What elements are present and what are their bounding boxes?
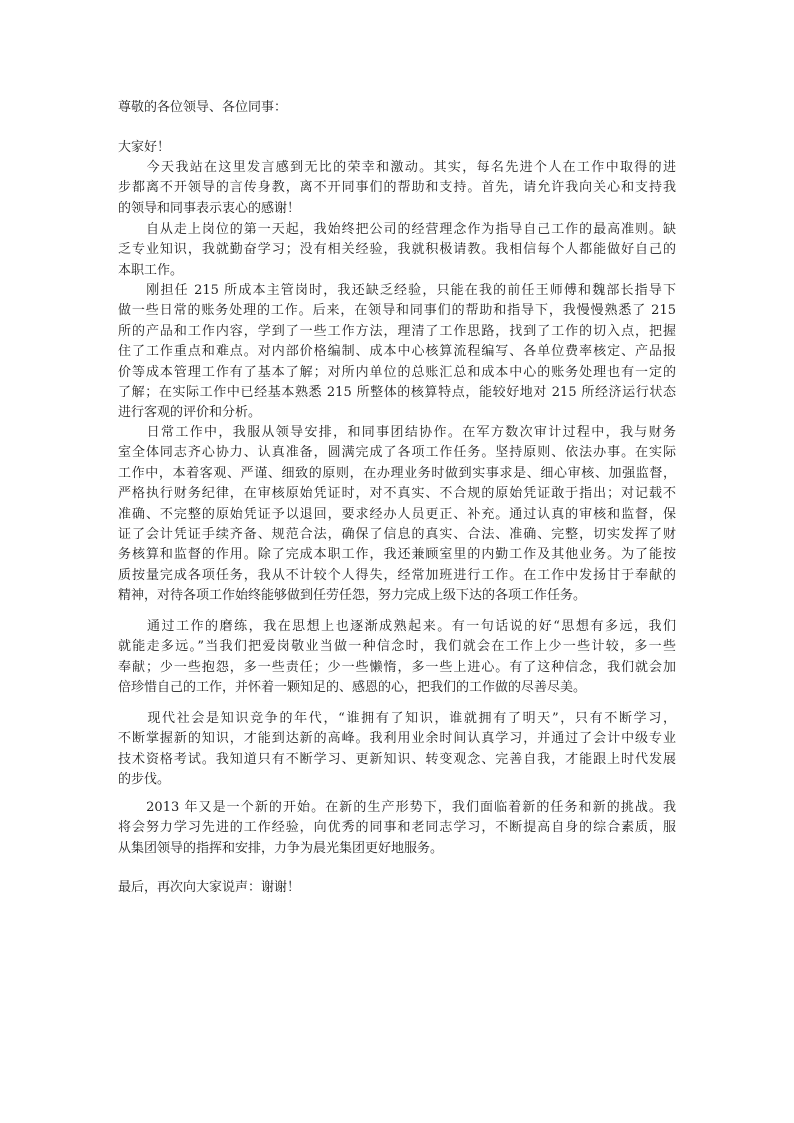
- text-line: 了解；在实际工作中已经基本熟悉 215 所整体的核算特点，能较好地对 215 所经济运行状态: [118, 384, 676, 400]
- paragraph-2013: [118, 798, 676, 859]
- text-line: 乏专业知识，我就勤奋学习；没有相关经验，我就积极请教。我相信每个人都能做好自己的: [118, 242, 676, 258]
- greeting: [118, 138, 676, 158]
- text-line: 不断掌握新的知识，才能到达新的高峰。我利用业余时间认真学习，并通过了会计中级专业: [118, 731, 676, 747]
- salutation: [118, 98, 676, 118]
- greeting-text: 大家好！: [118, 140, 171, 155]
- text-line: 务核算和监督的作用。除了完成本职工作，我还兼顾室里的内勤工作及其他业务。为了能按: [118, 547, 676, 563]
- paragraph-learning: [118, 709, 676, 791]
- paragraph-daily-work: [118, 423, 676, 607]
- text-line: 技术资格考试。我知道只有不断学习、更新知识、转变观念、完善自我，才能跟上时代发展: [118, 751, 676, 767]
- text-line: 进行客观的评价和分析。: [118, 405, 262, 421]
- paragraph-cost-supervisor: [118, 281, 676, 424]
- paragraph-growth: [118, 617, 676, 699]
- text-line: 自从走上岗位的第一天起，我始终把公司的经营理念作为指导自己工作的最高准则。缺: [118, 222, 676, 237]
- text-line: 的领导和同事表示衷心的感谢！: [118, 200, 301, 216]
- text-line: 价等成本管理工作有了基本了解；对所内单位的总账汇总和成本中心的账务处理也有一定的: [118, 364, 676, 380]
- paragraph-principles: [118, 220, 676, 281]
- salutation-text: 尊敬的各位领导、各位同事：: [118, 100, 288, 115]
- paragraph-gratitude: [118, 158, 676, 219]
- text-line: 刚担任 215 所成本主管岗时，我还缺乏经验，只能在我的前任王师傅和魏部长指导下: [118, 283, 676, 298]
- closing: [118, 878, 676, 898]
- text-line: 的步伐。: [118, 772, 171, 788]
- text-line: 今天我站在这里发言感到无比的荣幸和激动。其实，每名先进个人在工作中取得的进: [118, 160, 676, 175]
- text-line: 奉献；少一些抱怨，多一些责任；少一些懒惰，多一些上进心。有了这种信念，我们就会加: [118, 659, 676, 675]
- text-line: 室全体同志齐心协力、认真准备，圆满完成了各项工作任务。坚持原则、依法办事。在实际: [118, 445, 676, 461]
- text-line: 住了工作重点和难点。对内部价格编制、成本中心核算流程编写、各单位费率核定、产品报: [118, 344, 676, 360]
- text-line: 所的产品和工作内容，学到了一些工作方法，理清了工作思路，找到了工作的切入点，把握: [118, 323, 676, 339]
- text-line: 倍珍惜自己的工作，并怀着一颗知足的、感恩的心，把我们的工作做的尽善尽美。: [118, 680, 587, 696]
- text-line: 做一些日常的账务处理的工作。后来，在领导和同事们的帮助和指导下，我慢慢熟悉了 215: [118, 303, 676, 319]
- text-line: 就能走多远。”当我们把爱岗敬业当做一种信念时，我们就会在工作上少一些计较，多一些: [118, 639, 676, 655]
- text-line: 准确、不完整的原始凭证予以退回，要求经办人员更正、补充。通过认真的审核和监督，保: [118, 506, 676, 522]
- text-line: 证了会计凭证手续齐备、规范合法，确保了信息的真实、合法、准确、完整，切实发挥了财: [118, 526, 676, 542]
- text-line: 精神，对待各项工作始终能够做到任劳任怨，努力完成上级下达的各项工作任务。: [118, 588, 587, 604]
- text-line: 2013 年又是一个新的开始。在新的生产形势下，我们面临着新的任务和新的挑战。我: [118, 800, 676, 815]
- text-line: 步都离不开领导的言传身教，离不开同事们的帮助和支持。首先，请允许我向关心和支持我: [118, 180, 676, 196]
- text-line: 现代社会是知识竞争的年代，“谁拥有了知识，谁就拥有了明天”，只有不断学习，: [118, 711, 676, 726]
- text-line: 通过工作的磨练，我在思想上也逐渐成熟起来。有一句话说的好“思想有多远，我们: [118, 619, 676, 634]
- text-line: 从集团领导的指挥和安排，力争为晨光集团更好地服务。: [118, 840, 444, 856]
- text-line: 将会努力学习先进的工作经验，向优秀的同事和老同志学习，不断提高自身的综合素质，服: [118, 820, 676, 836]
- text-line: 日常工作中，我服从领导安排，和同事团结协作。在军方数次审计过程中，我与财务: [118, 425, 676, 440]
- text-line: 质按量完成各项任务，我从不计较个人得失，经常加班进行工作。在工作中发扬甘于奉献的: [118, 567, 676, 583]
- closing-text: 最后，再次向大家说声：谢谢！: [118, 880, 301, 895]
- text-line: 严格执行财务纪律，在审核原始凭证时，对不真实、不合规的原始凭证敢于指出；对记载不: [118, 486, 676, 502]
- text-line: 工作中，本着客观、严谨、细致的原则，在办理业务时做到实事求是、细心审核、加强监督，: [118, 465, 676, 481]
- text-line: 本职工作。: [118, 262, 184, 278]
